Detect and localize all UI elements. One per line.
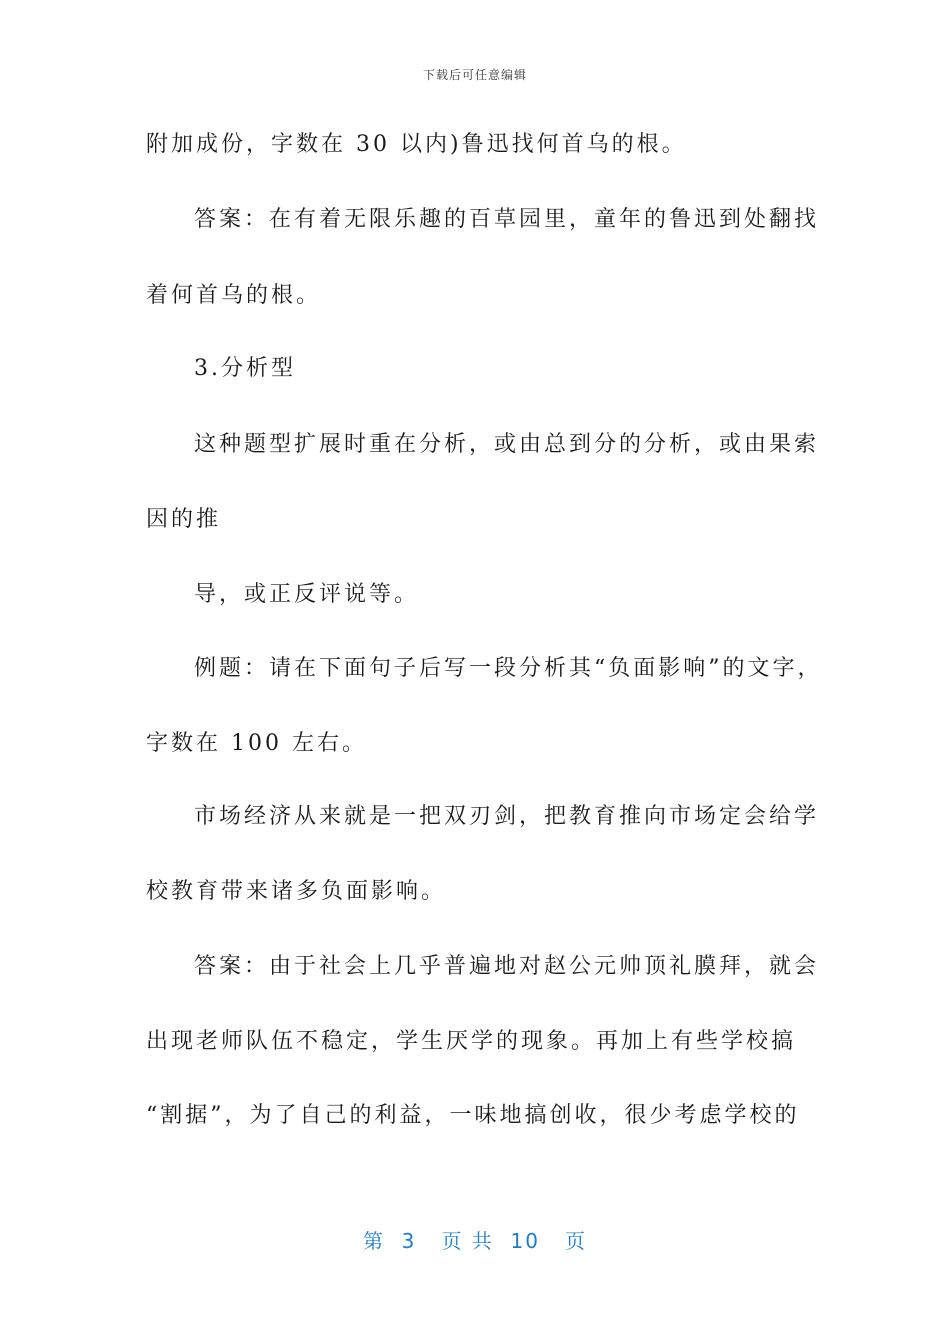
text-line: 字数在 100 左右。: [146, 731, 367, 756]
text-line: 例题：请在下面句子后写一段分析其“负面影响”的文字，: [194, 656, 823, 681]
text-line: 答案：在有着无限乐趣的百草园里，童年的鲁迅到处翻找: [194, 207, 820, 232]
text-line: “割据”，为了自己的利益，一味地搞创收，很少考虑学校的: [146, 1103, 800, 1128]
page-header: 下载后可任意编辑: [422, 68, 527, 82]
text-line: 出现老师队伍不稳定，学生厌学的现象。再加上有些学校搞: [146, 1029, 797, 1054]
text-line: 导，或正反评说等。: [194, 582, 420, 607]
text-line: 答案：由于社会上几乎普遍地对赵公元帅顶礼膜拜，就会: [194, 954, 820, 979]
text-line: 因的推: [146, 507, 222, 532]
section-heading: 3.分析型: [194, 356, 296, 381]
text-line: 校教育带来诸多负面影响。: [146, 879, 447, 904]
text-line: 附加成份，字数在 30 以内)鲁迅找何首乌的根。: [146, 132, 687, 157]
text-line: 着何首乌的根。: [146, 283, 322, 308]
page-number-footer: 第 3 页 共 10 页: [362, 1229, 588, 1253]
text-line: 市场经济从来就是一把双刃剑，把教育推向市场定会给学: [194, 804, 820, 829]
text-line: 这种题型扩展时重在分析，或由总到分的分析，或由果索: [194, 432, 820, 457]
